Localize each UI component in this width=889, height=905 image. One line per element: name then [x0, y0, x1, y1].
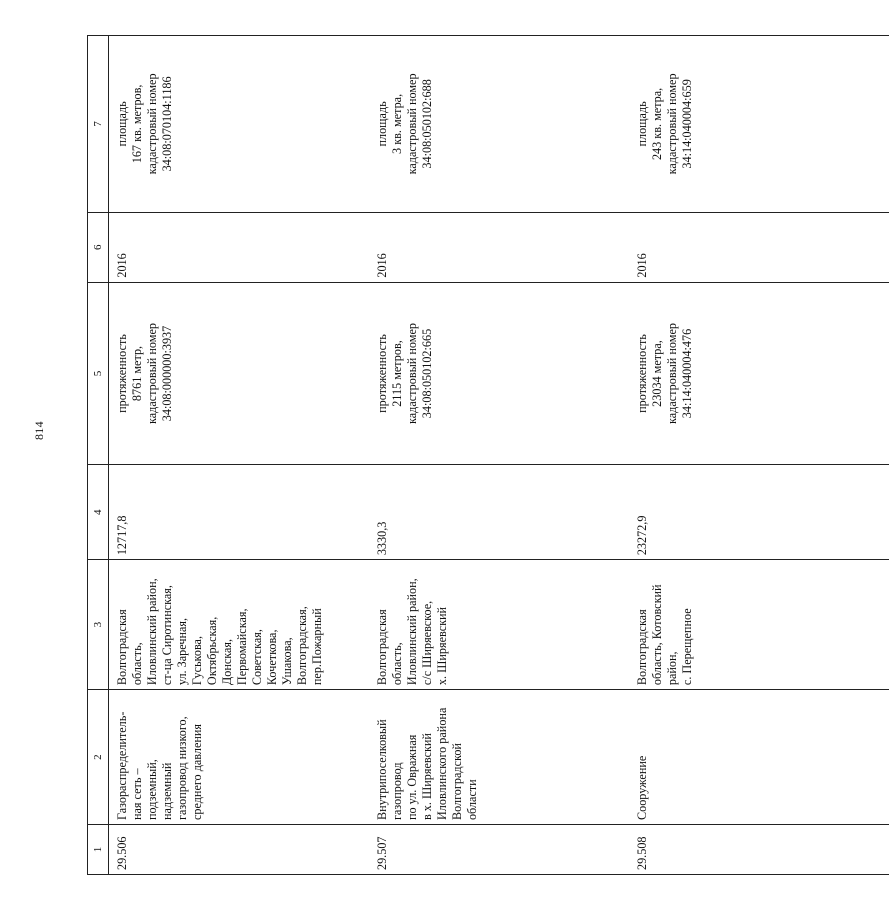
cell-line: Советская, [250, 629, 264, 686]
table-row [369, 36, 629, 875]
cell-line: 34:08:000000:3937 [160, 325, 174, 422]
cell-line: с. Перещепное [679, 608, 694, 686]
extent-cell [629, 282, 889, 465]
cell-line: ст-ца Сиротинская, [160, 585, 174, 686]
cell-line: Волгоградская [374, 609, 389, 686]
cell-line: ная сеть – [130, 768, 144, 821]
table-row [109, 36, 369, 875]
cell-line: кадастровый номер [664, 323, 679, 424]
cell-line: Волгоградская [115, 609, 129, 686]
column-header: 4 [88, 465, 109, 560]
cell-line: 34:08:070104:1186 [160, 76, 174, 172]
cell-line: Кочеткова, [265, 629, 279, 686]
area-cell [629, 36, 889, 213]
cell-line: 34:08:050102:688 [419, 79, 434, 169]
column-number-row [88, 36, 109, 875]
cell-line: 3330,3 [374, 521, 389, 556]
cell-line: 29.508 [634, 836, 649, 870]
area-cell [109, 36, 369, 213]
cell-line: Иловлинского района [434, 707, 449, 821]
cell-line: 34:14:040004:659 [679, 79, 694, 169]
extent-cell [109, 282, 369, 465]
rotated-sheet [87, 35, 694, 875]
column-header: 6 [88, 212, 109, 282]
cell-line: 2016 [634, 253, 649, 278]
cell-line: область, [389, 642, 404, 686]
cell-line: 3 кв. метра, [389, 93, 404, 154]
cell-line: 23272,9 [634, 515, 649, 556]
cell-line: протяженность [115, 334, 129, 413]
cell-line: Волгоградская [634, 609, 649, 686]
cell-line: 2016 [374, 253, 389, 278]
cell-line: 243 кв. метра, [649, 87, 664, 161]
cell-line: Донская, [220, 638, 234, 686]
cell-line: подземный, [145, 759, 159, 821]
cell-line: область, Котовский [649, 584, 664, 686]
cell-line: Волгоградская, [295, 606, 309, 686]
cell-line: х. Ширяевский [434, 606, 449, 686]
address-cell [109, 560, 369, 690]
cell-line: кадастровый номер [145, 323, 159, 424]
cell-line: площадь [634, 101, 649, 147]
table-row [629, 36, 889, 875]
cell-line: 23034 метра, [649, 340, 664, 407]
object-name-cell [629, 690, 889, 825]
cell-line: 12717,8 [115, 515, 129, 556]
area-cell [369, 36, 629, 213]
cell-line: по ул. Овражная [404, 734, 419, 821]
cell-line: район, [664, 651, 679, 686]
cell-line: надземный [160, 762, 174, 821]
cell-line: газопровод низкого, [175, 716, 189, 821]
cell-line: кадастровый номер [404, 323, 419, 424]
cell-line: 167 кв. метров, [130, 84, 144, 164]
cell-line: Внутрипоселковый [374, 719, 389, 821]
cell-line: кадастровый номер [145, 73, 159, 175]
cell-line: ул. Заречная, [175, 617, 189, 686]
year-cell [369, 212, 629, 282]
column-header: 7 [88, 36, 109, 213]
column-header: 5 [88, 282, 109, 465]
value-cell [369, 465, 629, 560]
cell-line: пер.Пожарный [310, 608, 324, 686]
cell-line: 2016 [115, 253, 129, 278]
cell-line: среднего давления [190, 723, 204, 821]
cell-line: Ушакова, [280, 637, 294, 686]
object-name-cell [369, 690, 629, 825]
cell-line: 34:08:050102:665 [419, 328, 434, 419]
column-header: 1 [88, 825, 109, 875]
cell-line: кадастровый номер [664, 73, 679, 175]
cell-line: Гуськова, [190, 636, 204, 686]
cell-line: 29.506 [115, 836, 129, 870]
page-number: 814 [32, 421, 46, 440]
cell-line: Волгоградской [449, 743, 464, 821]
cell-line: области [464, 779, 479, 821]
cell-line: 2115 метров, [389, 340, 404, 407]
cell-line: область, [130, 642, 144, 686]
cell-line: Газораспределитель- [115, 711, 129, 821]
cell-line: 29.507 [374, 836, 389, 870]
cell-line: площадь [115, 101, 129, 147]
cell-line: 8761 метр, [130, 345, 144, 402]
cell-line: с/с Ширяевское, [419, 600, 434, 686]
row-number-cell [629, 825, 889, 875]
value-cell [109, 465, 369, 560]
row-number-cell [109, 825, 369, 875]
cell-line: 34:14:040004:476 [679, 328, 694, 419]
cell-line: Первомайская, [235, 608, 249, 686]
cell-line: Сооружение [634, 755, 649, 821]
cell-line: в х. Ширяевский [419, 733, 434, 821]
cell-line: кадастровый номер [404, 73, 419, 175]
cell-line: Иловлинский район, [145, 578, 159, 686]
row-number-cell [369, 825, 629, 875]
column-header: 2 [88, 690, 109, 825]
cell-line: Иловлинский район, [404, 578, 419, 686]
cell-line: Октябрьская, [205, 616, 219, 686]
cell-line: газопровод [389, 762, 404, 821]
value-cell [629, 465, 889, 560]
property-register-table [87, 35, 889, 875]
cell-line: площадь [374, 101, 389, 147]
cell-line: протяженность [634, 334, 649, 413]
year-cell [629, 212, 889, 282]
year-cell [109, 212, 369, 282]
object-name-cell [109, 690, 369, 825]
address-cell [369, 560, 629, 690]
cell-line: протяженность [374, 334, 389, 413]
address-cell [629, 560, 889, 690]
extent-cell [369, 282, 629, 465]
column-header: 3 [88, 560, 109, 690]
